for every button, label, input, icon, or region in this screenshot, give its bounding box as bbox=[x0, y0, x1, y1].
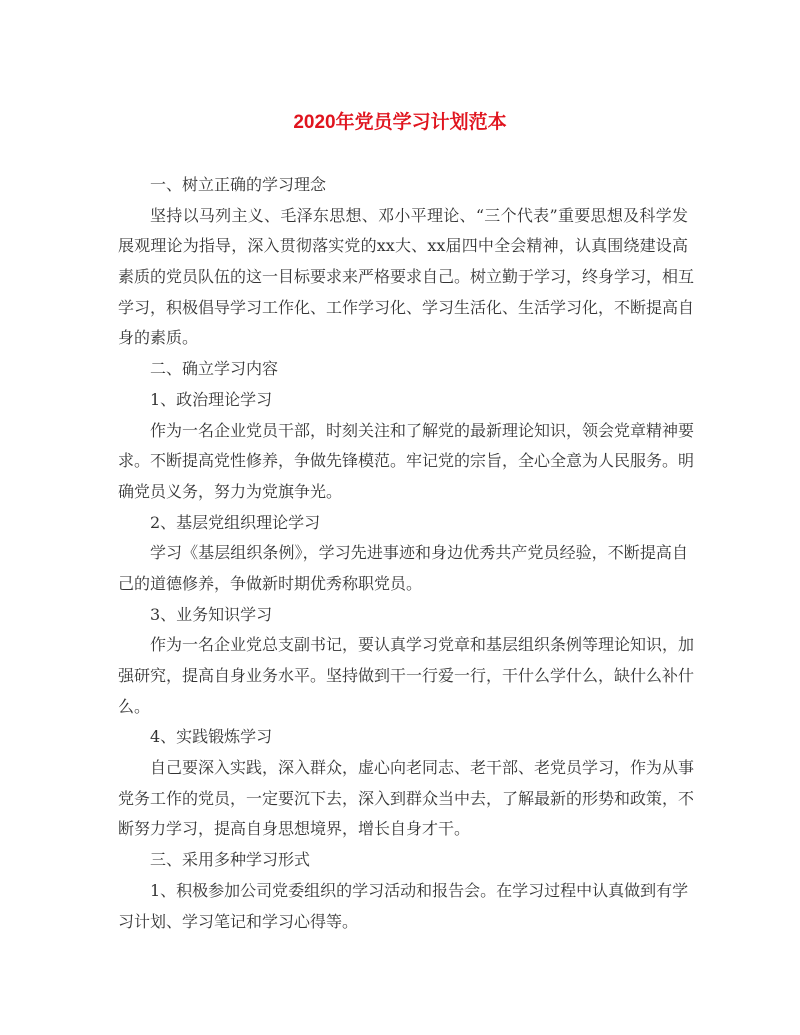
paragraph bbox=[118, 201, 695, 354]
paragraph bbox=[118, 416, 695, 508]
text-line: 一、树立正确的学习理念 bbox=[150, 175, 327, 194]
section-heading bbox=[118, 722, 688, 753]
section-heading bbox=[118, 508, 688, 539]
text-line: 作为一名企业党总支副书记，要认真学习党章和基层组织条例等理论知识，加 bbox=[150, 635, 695, 655]
section-heading bbox=[118, 170, 688, 201]
text-line: 断努力学习，提高自身思想境界，增长自身才干。 bbox=[118, 819, 471, 839]
text-line: 2、基层党组织理论学习 bbox=[150, 512, 321, 532]
text-line: 强研究，提高自身业务水平。坚持做到干一行爱一行，干什么学什么，缺什么补什 bbox=[118, 666, 695, 685]
paragraph bbox=[118, 630, 695, 722]
text-line: 作为一名企业党员干部，时刻关注和了解党的最新理论知识，领会党章精神要 bbox=[150, 420, 695, 440]
paragraph bbox=[118, 538, 688, 599]
text-line: 1、积极参加公司党委组织的学习活动和报告会。在学习过程中认真做到有学 bbox=[150, 880, 689, 900]
section-heading bbox=[118, 845, 688, 876]
text-line: 自己要深入实践，深入群众，虚心向老同志、老干部、老党员学习，作为从事 bbox=[150, 758, 695, 778]
text-line: 习计划、学习笔记和学习心得等。 bbox=[118, 911, 359, 931]
section-heading bbox=[118, 600, 688, 631]
text-line: 坚持以马列主义、毛泽东思想、邓小平理论、“三个代表”重要思想及科学发 bbox=[150, 205, 688, 225]
text-line: 么。 bbox=[118, 696, 151, 716]
text-line: 三、采用多种学习形式 bbox=[150, 850, 311, 870]
document-body bbox=[118, 170, 695, 937]
text-line: 3、业务知识学习 bbox=[150, 604, 273, 624]
text-line: 学习，积极倡导学习工作化、工作学习化、学习生活化、生活学习化，不断提高自 bbox=[118, 297, 695, 317]
text-line: 求。不断提高党性修养，争做先锋模范。牢记党的宗旨，全心全意为人民服务。明 bbox=[118, 451, 695, 471]
text-line: 4、实践锻炼学习 bbox=[150, 727, 273, 747]
document-title: 2020年党员学习计划范本 bbox=[293, 112, 507, 133]
text-line: 素质的党员队伍的这一目标要求来严格要求自己。树立勤于学习，终身学习，相互 bbox=[118, 267, 695, 287]
paragraph bbox=[118, 876, 688, 937]
text-line: 确党员义务，努力为党旗争光。 bbox=[118, 481, 343, 501]
text-line: 展观理论为指导，深入贯彻落实党的xx大、xx届四中全会精神，认真围绕建设高 bbox=[118, 236, 688, 256]
text-line: 己的道德修养，争做新时期优秀称职党员。 bbox=[118, 573, 423, 593]
section-heading bbox=[118, 354, 688, 385]
text-line: 党务工作的党员，一定要沉下去，深入到群众当中去，了解最新的形势和政策，不 bbox=[118, 788, 695, 808]
text-line: 二、确立学习内容 bbox=[150, 359, 279, 379]
paragraph bbox=[118, 753, 695, 845]
text-line: 身的素质。 bbox=[118, 328, 199, 348]
text-line: 学习《基层组织条例》，学习先进事迹和身边优秀共产党员经验，不断提高自 bbox=[150, 543, 688, 563]
text-line: 1、政治理论学习 bbox=[150, 389, 273, 409]
section-heading bbox=[118, 385, 688, 416]
